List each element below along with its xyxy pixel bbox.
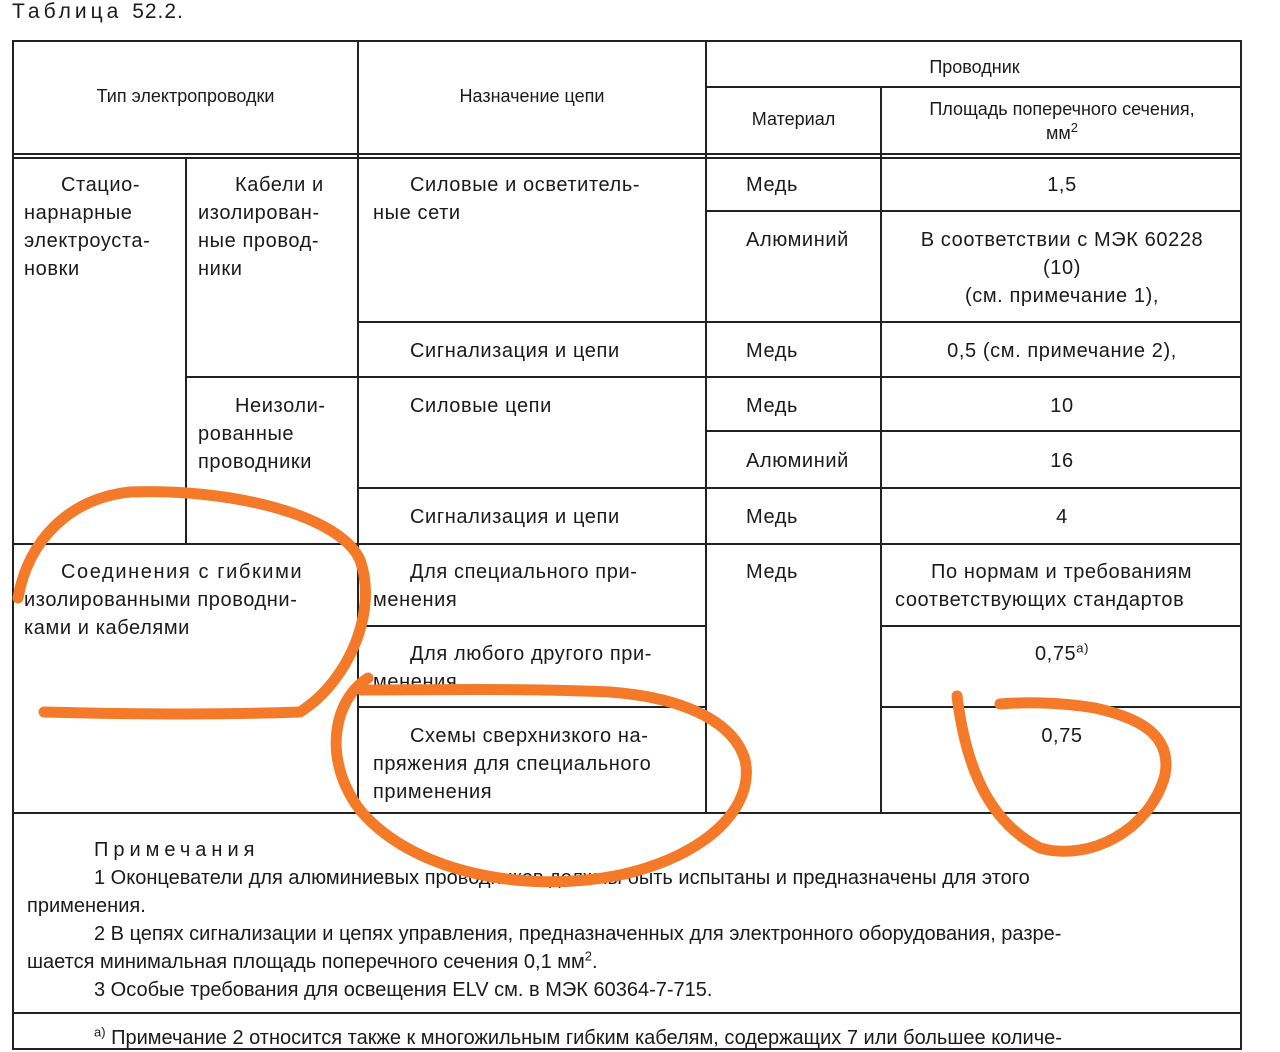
notes-title: Примечания xyxy=(94,839,260,861)
cell-signal-circuits: Сигнализация и цепи xyxy=(410,506,620,528)
footnote: $^{a)}$ Примечание 2 относится также к многожильным гибким кабелям, содержащих 7 или большее количе- xyxy=(94,1024,1062,1049)
cell-copper: Медь xyxy=(746,340,799,362)
cell-section-value: 0,5 (см. примечание 2), xyxy=(947,340,1177,362)
cell-special-use: Для специального при- менения xyxy=(373,561,638,611)
cell-other-use: Для любого другого при- менения xyxy=(373,643,653,693)
cell-section-value: 4 xyxy=(1056,506,1068,528)
cell-aluminium: Алюминий xyxy=(746,450,849,472)
header-wiring-type: Тип электропроводки xyxy=(96,86,275,106)
cell-elv-circuits: Схемы сверхнизкого на- пряжения для специального применения xyxy=(373,725,652,803)
cell-section-value: 16 xyxy=(1050,450,1074,472)
cell-section-value: 10 xyxy=(1050,395,1074,417)
cell-stationary-installations: Стацио- нарнарные электроуста- новки xyxy=(24,174,151,280)
caption-label: Таблица xyxy=(12,0,123,23)
cell-iec-reference: В соответствии с МЭК 60228 (10) (см. примечание 1), xyxy=(920,229,1204,307)
header-material: Материал xyxy=(751,109,836,129)
note-2-line-2: шается минимальная площадь поперечного сечения 0,1 $мм^2$. xyxy=(27,948,598,973)
annotation-circle-flexible-connections xyxy=(18,492,365,714)
cell-copper: Медь xyxy=(746,561,799,583)
caption-number: 52.2. xyxy=(132,0,184,23)
cell-insulated-cables: Кабели и изолирован- ные провод- ники xyxy=(198,174,324,280)
note-3: 3 Особые требования для освещения ELV см. в МЭК 60364-7-715. xyxy=(94,979,713,1001)
cell-power-lighting: Силовые и осветитель- ные сети xyxy=(373,174,641,224)
cell-copper: Медь xyxy=(746,174,799,196)
note-1-line-2: применения. xyxy=(27,895,146,917)
cell-bare-conductors: Неизоли- рованные проводники xyxy=(198,395,326,473)
note-2-line-1: 2 В цепях сигнализации и цепях управления, предназначенных для электронного оборудования, разре- xyxy=(94,923,1062,945)
cell-copper: Медь xyxy=(746,395,799,417)
header-cross-section-label: Площадь поперечного сечения, xyxy=(929,99,1195,119)
cell-section-value: 1,5 xyxy=(1047,174,1077,196)
note-1-line-1: 1 Оконцеватели для алюминиевых проводников должны быть испытаны и предназначены для этого xyxy=(94,867,1030,889)
header-conductor: Проводник xyxy=(929,57,1020,77)
cell-aluminium: Алюминий xyxy=(746,229,849,251)
cell-section-value: 0,75 xyxy=(1041,725,1083,747)
annotation-circle-value xyxy=(957,696,1166,851)
cell-signal-circuits: Сигнализация и цепи xyxy=(410,340,620,362)
cell-flexible-connections: Соединения с гибкими изолированными проводни- ками и кабелями xyxy=(24,561,304,639)
cell-section-value: 0,75$^{a)}$ xyxy=(1034,640,1090,665)
cell-copper: Медь xyxy=(746,506,799,528)
header-cross-section-unit: $мм^2$ xyxy=(1046,120,1078,143)
cell-standards: По нормам и требованиям соответствующих стандартов xyxy=(895,561,1193,611)
annotation-circle-elv-circuits xyxy=(336,678,746,882)
header-circuit-purpose: Назначение цепи xyxy=(459,86,605,106)
cell-power-circuits: Силовые цепи xyxy=(410,395,552,417)
annotation-strokes xyxy=(18,492,1166,882)
